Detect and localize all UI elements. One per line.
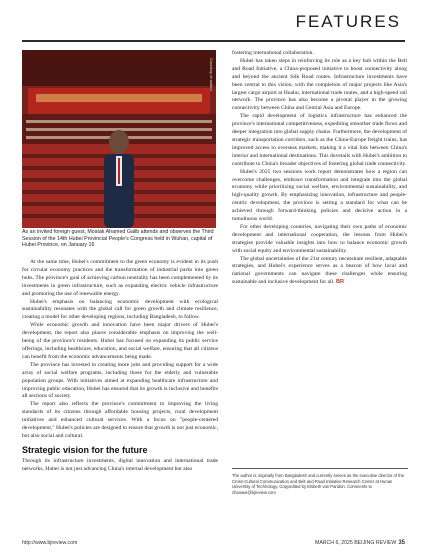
right-column [232,50,407,287]
header-rule [22,40,405,42]
body-paragraph: For other developing countries, navigating their own paths of economic development and international cooperation, the lessons from Hubei's strategies provide valuable insights into how to balance economic growth with social equity and environmental sustainability. [232,223,407,254]
body-paragraph: The province has invested in creating more jobs and providing support for a wide array of social welfare programs, including those for the elderly and vulnerable population groups. With initiatives aimed at expanding healthcare infrastructure and improving public education, Hubei has ensured that its growth is inclusive and benefits all sections of society. [22,361,218,400]
body-paragraph: The report also reflects the province's commitment to improving the living standards of its citizens through affordable housing projects, rural development initiatives and enhanced cultural services. With a focus on "people-centered development," Hubei's policies are designed to ensure that growth is not just economic, but also social and cultural. [22,401,218,439]
congress-hall-photo [22,50,216,228]
final-paragraph-text: The global uncertainties of the 21st century necessitate resilient, adaptable strategies, and Hubei's experience serves as a beacon of how local and national governments can navigate these challenges while ensuring sustainable and inclusive development for all. [232,255,407,286]
body-paragraph-final [232,256,407,288]
footer-url[interactable]: http://www.bjreview.com [22,540,78,546]
article-photo [22,50,216,228]
body-paragraph: Hubei's emphasis on balancing economic development with ecological sustainability resonates with the global call for green growth and climate resilience, creating a model for other developing regions, including Bangladesh, to follow. [22,298,218,321]
body-paragraph: At the same time, Hubei's commitment to the green economy is evident in its push for circular economy practices and the transformation of industrial parks into green hubs. The province's goal of achieving carbon neutrality has been complemented by its investments in green infrastructure, such as expanding electric vehicle infrastructure and promoting the use of renewable energy. [22,259,218,297]
left-column [22,259,218,474]
section-label: FEATURES [295,12,401,31]
page-footer [22,540,405,552]
page-header [0,0,427,46]
body-paragraph: Through its infrastructure investments, digital innovation and international trade networks, Hubei is not just advancing China's internal development but also [22,457,218,472]
body-paragraph: The rapid development of logistics infrastructure has enhanced the province's international competitiveness, expediting smoother trade flows and deeper integration into global supply chains. Furthermore, the development of strategic transportation corridors, such as the China-Europe freight trains, has improved access to overseas markets, making it a vital link between China's interior and international destinations. This dovetails with Hubei's ambition to contribute to China's broader objectives of fostering global trade connectivity. [232,113,407,167]
photo-caption: As an invited foreign guest, Mostak Ahamed Galib attends and observes the Third Session of the 14th Hubei Provincial People's Congress held in Wuhan, capital of Hubei Province, on January 16 [22,229,214,249]
section-subheading: Strategic vision for the future [22,444,148,455]
body-paragraph: fostering international collaboration. [232,50,314,56]
footer-issue [315,540,405,546]
photo-credit: Courtesy of author [209,58,214,91]
body-paragraph: Hubei's 2025 two sessions work report demonstrates how a region can overcome challenges, embrace transformation and integrate into the global economy while prioritizing social welfare, environmental sustainability, and high-quality growth. By emphasizing innovation, infrastructure and people-centric development, the province is setting a standard for what can be achieved through forward-thinking policies and decisive action in a tumultuous world. [232,168,407,223]
body-paragraph: While economic growth and innovation have been major drivers of Hubei's development, the report also places considerable emphasis on improving the well-being of the province's residents. Hubei has focused on expanding its public service offerings, including healthcare, education, and social welfare, ensuring that all citizens can benefit from the economic advancements being made. [22,322,218,360]
issue-label: MARCH 6, 2025 BEIJING REVIEW [315,540,397,546]
page-number: 35 [398,540,405,546]
body-paragraph: Hubei has taken steps in reinforcing its role as a key hub within the Belt and Road Initiative, a China-proposed initiative to boost connectivity along and beyond the ancient Silk Road routes. Infrastructure investments have been central to this vision, with the completion of major projects like Asia's largest cargo airport at Huahu, international trade routes, and a high-speed rail network. The province has also become a pivotal player in the growing connectivity between China and Central Asia and Europe. [232,57,407,112]
end-mark: BR [335,279,345,286]
author-note: The author is originally from Bangladesh and currently serves as the executive director of the Cross-Cultural Communication and Belt and Road Initiative Research Center at Hunan University of Technology. Copyedited by Elsbeth van Paridon. Comments to zhaowei@bjreview.com [232,468,408,495]
